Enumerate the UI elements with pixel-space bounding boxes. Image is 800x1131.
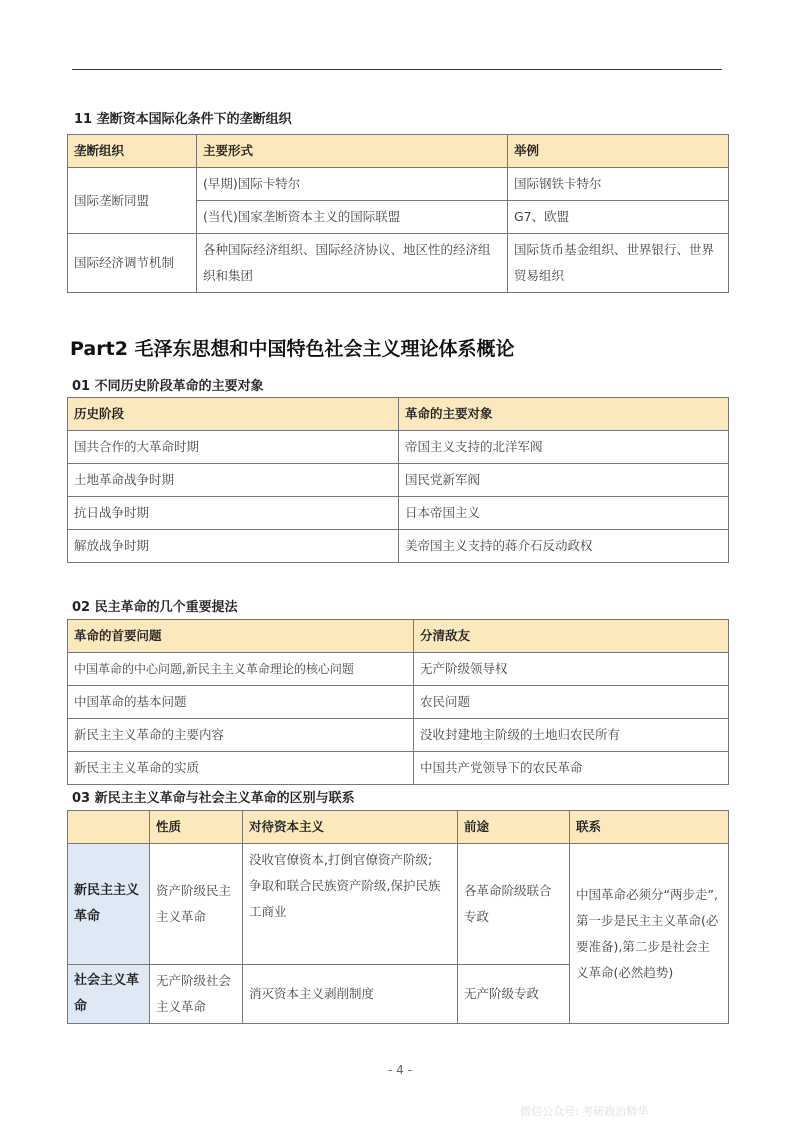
header-cell: 革命的首要问题 — [68, 620, 414, 653]
table-cell: 无产阶级社会主义革命 — [150, 965, 243, 1024]
table-cell: 新民主主义革命的实质 — [68, 752, 414, 785]
table-header-row — [68, 811, 729, 844]
table-cell: 土地革命战争时期 — [68, 464, 399, 497]
table-cell: 各种国际经济组织、国际经济协议、地区性的经济组织和集团 — [197, 234, 508, 293]
table-cell: 帝国主义支持的北洋军阀 — [399, 431, 729, 464]
header-cell: 联系 — [570, 811, 729, 844]
table-cell: 国际钢铁卡特尔 — [508, 168, 729, 201]
table-row — [68, 752, 729, 785]
section-11-title: 11 垄断资本国际化条件下的垄断组织 — [74, 112, 292, 127]
section-01-title: 01 不同历史阶段革命的主要对象 — [72, 379, 264, 394]
table-header-row — [68, 135, 729, 168]
table-cell: 国际垄断同盟 — [68, 168, 197, 234]
header-cell: 历史阶段 — [68, 398, 399, 431]
table-cell: 中国共产党领导下的农民革命 — [414, 752, 729, 785]
table-row — [68, 719, 729, 752]
table-row — [68, 431, 729, 464]
table-row — [68, 464, 729, 497]
table-row — [68, 844, 729, 965]
table-cell: G7、欧盟 — [508, 201, 729, 234]
table-cell: (当代)国家垄断资本主义的国际联盟 — [197, 201, 508, 234]
section-03-title: 03 新民主主义革命与社会主义革命的区别与联系 — [72, 791, 355, 806]
revolution-comparison-table — [67, 810, 729, 1024]
part2-heading: Part2 毛泽东思想和中国特色社会主义理论体系概论 — [70, 338, 515, 360]
header-cell: 分清敌友 — [414, 620, 729, 653]
revolution-targets-table — [67, 397, 729, 563]
table-row — [68, 686, 729, 719]
table-cell: 没收封建地主阶级的土地归农民所有 — [414, 719, 729, 752]
table-row — [68, 234, 729, 293]
header-cell: 对待资本主义 — [243, 811, 458, 844]
table-header-row — [68, 620, 729, 653]
table-cell: 资产阶级民主主义革命 — [150, 844, 243, 965]
table-cell: 农民问题 — [414, 686, 729, 719]
top-rule — [72, 69, 722, 70]
header-cell: 性质 — [150, 811, 243, 844]
header-cell: 主要形式 — [197, 135, 508, 168]
table-cell: 中国革命必须分“两步走”,第一步是民主主义革命(必要准备),第二步是社会主义革命(必然趋势) — [570, 844, 729, 1024]
header-cell: 举例 — [508, 135, 729, 168]
table-row — [68, 653, 729, 686]
democratic-revolution-table — [67, 619, 729, 785]
monopoly-org-table — [67, 134, 729, 293]
table-cell: 各革命阶级联合专政 — [458, 844, 570, 965]
table-row — [68, 497, 729, 530]
table-cell: 美帝国主义支持的蒋介石反动政权 — [399, 530, 729, 563]
table-row — [68, 530, 729, 563]
table-cell: 国民党新军阀 — [399, 464, 729, 497]
row-label-cell: 新民主主义革命 — [68, 844, 150, 965]
page-number: - 4 - — [388, 1063, 412, 1077]
table-cell: 新民主主义革命的主要内容 — [68, 719, 414, 752]
table-cell: 无产阶级专政 — [458, 965, 570, 1024]
header-cell: 革命的主要对象 — [399, 398, 729, 431]
row-label-cell: 社会主义革命 — [68, 965, 150, 1024]
table-cell: 中国革命的中心问题,新民主主义革命理论的核心问题 — [68, 653, 414, 686]
header-cell — [68, 811, 150, 844]
header-cell: 前途 — [458, 811, 570, 844]
table-cell: 国共合作的大革命时期 — [68, 431, 399, 464]
table-cell: 抗日战争时期 — [68, 497, 399, 530]
table-cell: 解放战争时期 — [68, 530, 399, 563]
table-cell: 日本帝国主义 — [399, 497, 729, 530]
table-cell: 无产阶级领导权 — [414, 653, 729, 686]
header-cell: 垄断组织 — [68, 135, 197, 168]
watermark: 微信公众号: 考研政治精华 — [520, 1105, 649, 1118]
table-cell: (早期)国际卡特尔 — [197, 168, 508, 201]
table-cell: 中国革命的基本问题 — [68, 686, 414, 719]
table-row — [68, 168, 729, 201]
table-header-row — [68, 398, 729, 431]
table-cell: 国际经济调节机制 — [68, 234, 197, 293]
table-cell: 没收官僚资本,打倒官僚资产阶级; 争取和联合民族资产阶级,保护民族工商业 — [243, 844, 458, 965]
section-02-title: 02 民主革命的几个重要提法 — [72, 600, 238, 615]
table-cell: 消灭资本主义剥削制度 — [243, 965, 458, 1024]
table-cell: 国际货币基金组织、世界银行、世界贸易组织 — [508, 234, 729, 293]
